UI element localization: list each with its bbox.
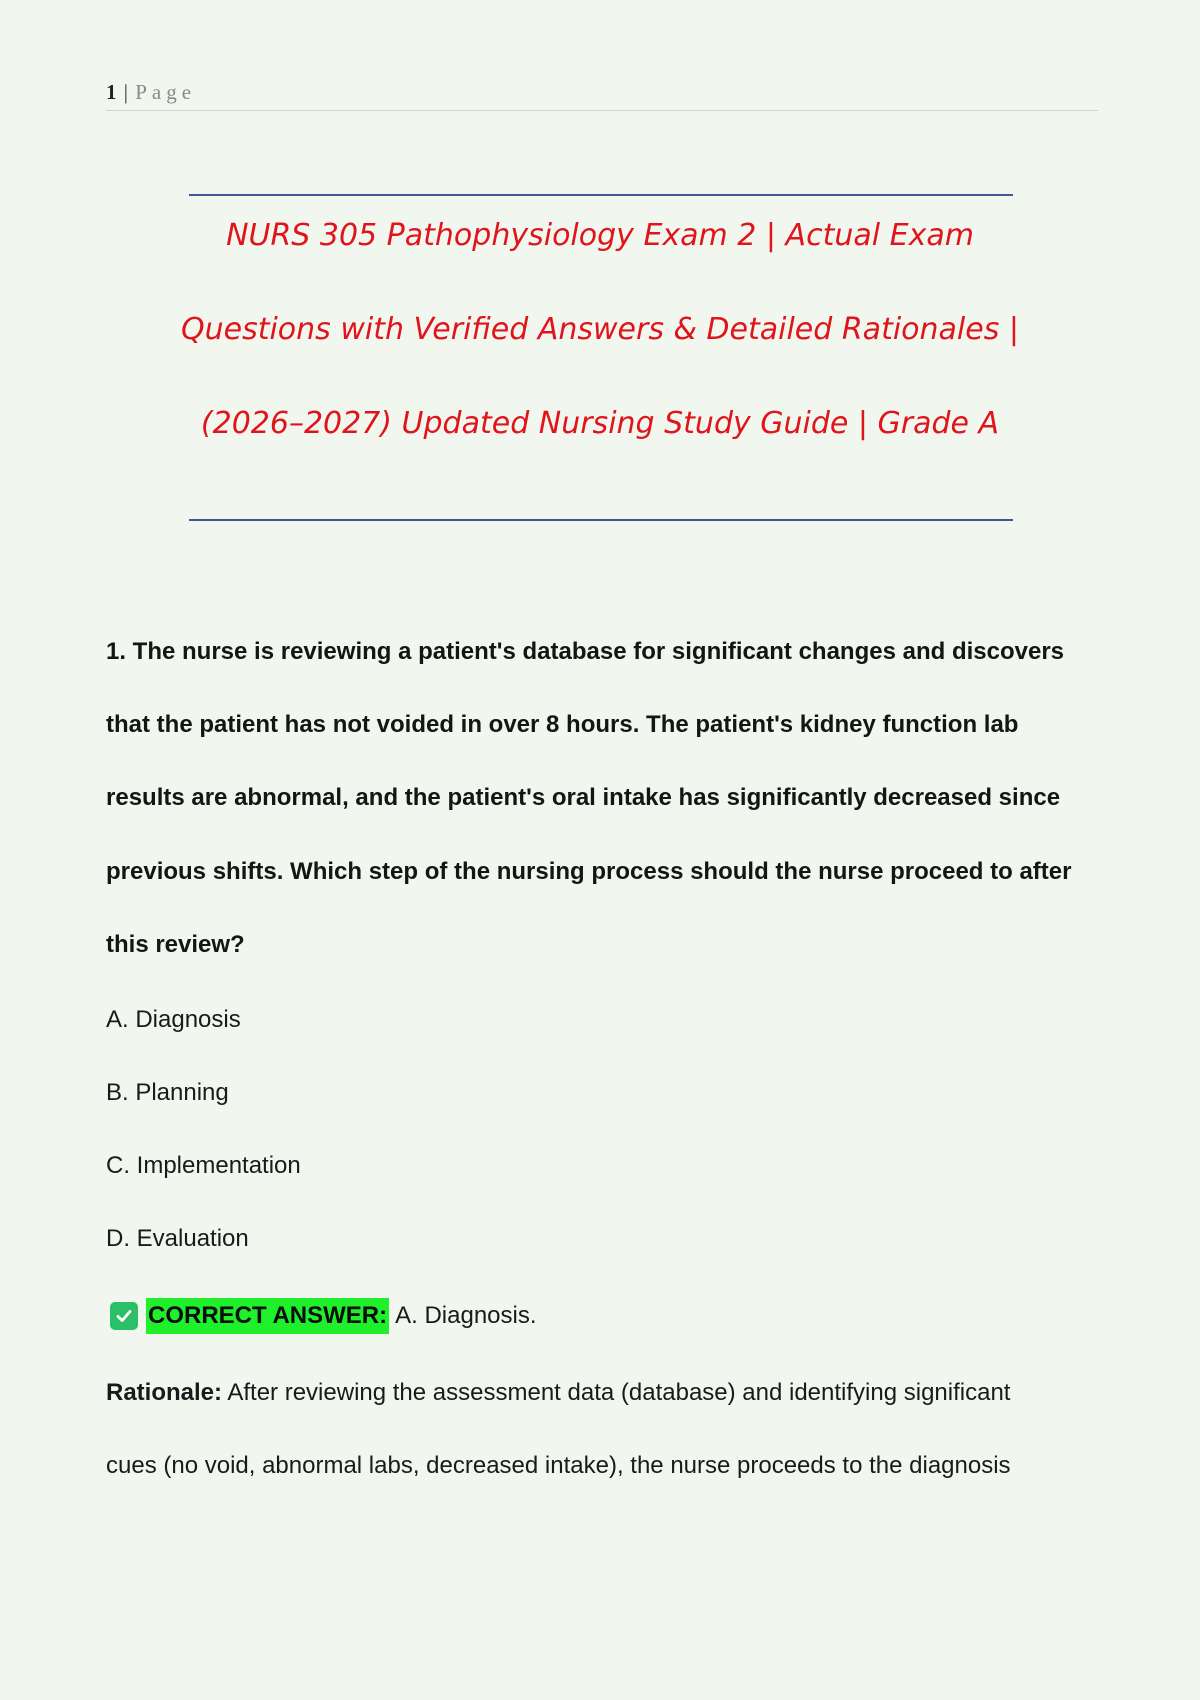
- page-separator: |: [123, 80, 128, 104]
- page-number: 1: [106, 80, 117, 104]
- option-d: D. Evaluation: [106, 1225, 249, 1252]
- correct-answer-label: CORRECT ANSWER:: [146, 1298, 389, 1334]
- rationale-line-1: [106, 1379, 1010, 1407]
- page-header: [106, 80, 1098, 111]
- correct-answer-row: [110, 1296, 537, 1336]
- title-line-3: (2026–2027) Updated Nursing Study Guide | Grade A: [200, 406, 1000, 441]
- question-line-2: that the patient has not voided in over 8 hours. The patient's kidney function lab: [106, 711, 1019, 738]
- title-line-1: NURS 305 Pathophysiology Exam 2 | Actual Exam: [226, 218, 974, 253]
- question-line-1: 1. The nurse is reviewing a patient's database for significant changes and discovers: [106, 638, 1065, 665]
- correct-answer-text: A. Diagnosis.: [395, 1302, 537, 1329]
- option-b: B. Planning: [106, 1079, 229, 1106]
- check-box-icon: [110, 1302, 138, 1330]
- rationale-line-2: cues (no void, abnormal labs, decreased intake), the nurse proceeds to the diagnosis: [106, 1452, 1011, 1479]
- title-bottom-rule: [189, 519, 1013, 521]
- question-line-4: previous shifts. Which step of the nursing process should the nurse proceed to after: [106, 858, 1072, 885]
- question-line-5: this review?: [106, 931, 245, 958]
- title-line-2: Questions with Verified Answers & Detailed Rationales |: [181, 312, 1019, 347]
- question-line-3: results are abnormal, and the patient's oral intake has significantly decreased since: [106, 784, 1061, 811]
- option-a: A. Diagnosis: [106, 1006, 241, 1033]
- rationale-text-1: After reviewing the assessment data (database) and identifying significant: [227, 1379, 1011, 1406]
- page-word: Page: [135, 80, 197, 104]
- rationale-label: Rationale:: [106, 1379, 223, 1406]
- title-top-rule: [189, 194, 1013, 196]
- option-c: C. Implementation: [106, 1152, 301, 1179]
